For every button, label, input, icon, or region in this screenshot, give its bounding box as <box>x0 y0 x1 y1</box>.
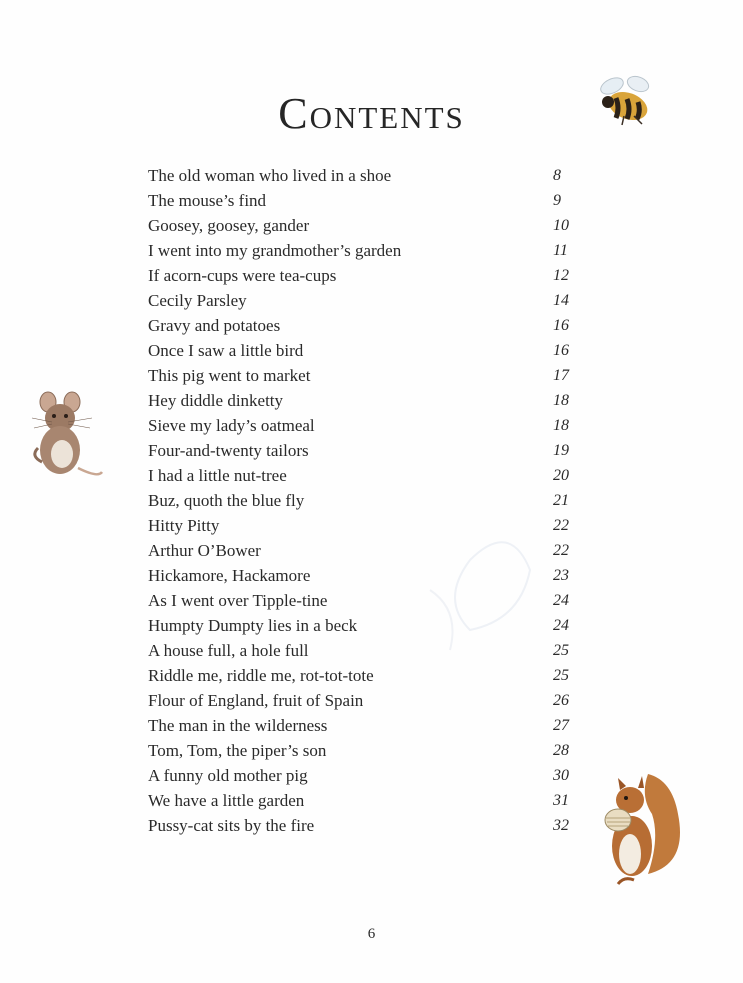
toc-entry-page: 28 <box>553 742 569 759</box>
toc-entry-title: I had a little nut-tree <box>148 466 287 485</box>
toc-entry <box>0 613 743 638</box>
toc-entry-page: 16 <box>553 317 569 334</box>
toc-entry <box>0 213 743 238</box>
toc-entry <box>0 313 743 338</box>
toc-entry-page: 23 <box>553 567 569 584</box>
toc-entry-page: 9 <box>553 192 561 209</box>
toc-entry <box>0 688 743 713</box>
toc-entry-page: 8 <box>553 167 561 184</box>
toc-entry-page: 25 <box>553 667 569 684</box>
toc-entry-title: Hey diddle dinketty <box>148 391 284 410</box>
toc-entry-title: Once I saw a little bird <box>148 341 304 360</box>
toc-entry-page: 30 <box>553 767 569 784</box>
toc-entry <box>0 663 743 688</box>
toc-entry-page: 14 <box>553 292 569 309</box>
toc-entry <box>0 588 743 613</box>
toc-entry-title: Buz, quoth the blue fly <box>148 491 305 510</box>
toc-entry <box>0 463 743 488</box>
toc-entry-title: Goosey, goosey, gander <box>148 216 310 235</box>
toc-entry-title: Tom, Tom, the piper’s son <box>148 741 327 760</box>
toc-entry-title: As I went over Tipple-tine <box>148 591 328 610</box>
toc-entry <box>0 788 743 813</box>
toc-entry-page: 11 <box>553 242 568 259</box>
toc-entry <box>0 638 743 663</box>
toc-entry <box>0 738 743 763</box>
toc-entry-title: The mouse’s find <box>148 191 267 210</box>
toc-entry-title: A house full, a hole full <box>148 641 309 660</box>
toc-entry-page: 12 <box>553 267 569 284</box>
toc-entry-title: Pussy-cat sits by the fire <box>148 816 315 835</box>
toc-entry-title: Hitty Pitty <box>148 516 220 535</box>
toc-entry-title: Flour of England, fruit of Spain <box>148 691 364 710</box>
toc-entry <box>0 338 743 363</box>
toc-entry <box>0 563 743 588</box>
toc-entry <box>0 438 743 463</box>
toc-entry-title: Sieve my lady’s oatmeal <box>148 416 315 435</box>
page-title: Contents <box>278 89 465 138</box>
toc-entry-page: 16 <box>553 342 569 359</box>
toc-entry <box>0 713 743 738</box>
toc-entry-title: We have a little garden <box>148 791 305 810</box>
toc-entry <box>0 538 743 563</box>
toc-entry <box>0 513 743 538</box>
toc-entry-title: Gravy and potatoes <box>148 316 281 335</box>
toc-entry <box>0 488 743 513</box>
toc-entry-title: Arthur O’Bower <box>148 541 261 560</box>
toc-entry-title: Four-and-twenty tailors <box>148 441 309 460</box>
toc-entry <box>0 263 743 288</box>
toc-entry-title: The man in the wilderness <box>148 716 328 735</box>
toc-entry-page: 24 <box>553 617 569 634</box>
toc-entry-page: 10 <box>553 217 569 234</box>
toc-entry-title: Cecily Parsley <box>148 291 247 310</box>
toc-entry <box>0 163 743 188</box>
toc-entry <box>0 413 743 438</box>
toc-entry <box>0 288 743 313</box>
bee-icon <box>594 72 658 130</box>
toc-entry <box>0 388 743 413</box>
contents-list <box>0 163 743 838</box>
toc-entry-page: 18 <box>553 392 569 409</box>
toc-entry-page: 19 <box>553 442 569 459</box>
toc-entry-page: 25 <box>553 642 569 659</box>
page-number: 6 <box>367 926 376 942</box>
toc-entry-title: If acorn-cups were tea-cups <box>148 266 337 285</box>
toc-entry-page: 24 <box>553 592 569 609</box>
toc-entry-title: Hickamore, Hackamore <box>148 566 311 585</box>
toc-entry-title: This pig went to market <box>148 366 311 385</box>
toc-entry-page: 21 <box>553 492 569 509</box>
toc-entry <box>0 238 743 263</box>
toc-entry-title: The old woman who lived in a shoe <box>148 166 392 185</box>
toc-entry <box>0 763 743 788</box>
toc-entry-page: 22 <box>553 517 569 534</box>
toc-entry-page: 32 <box>553 817 569 834</box>
toc-entry-page: 26 <box>553 692 569 709</box>
toc-entry-page: 27 <box>553 717 569 734</box>
toc-entry-page: 22 <box>553 542 569 559</box>
toc-entry <box>0 813 743 838</box>
toc-entry-page: 18 <box>553 417 569 434</box>
toc-entry-title: I went into my grandmother’s garden <box>148 241 402 260</box>
toc-entry <box>0 188 743 213</box>
toc-entry-title: A funny old mother pig <box>148 766 308 785</box>
toc-entry-page: 17 <box>553 367 569 384</box>
toc-entry <box>0 363 743 388</box>
toc-entry-title: Humpty Dumpty lies in a beck <box>148 616 358 635</box>
toc-entry-title: Riddle me, riddle me, rot-tot-tote <box>148 666 374 685</box>
toc-entry-page: 20 <box>553 467 569 484</box>
toc-entry-page: 31 <box>553 792 569 809</box>
